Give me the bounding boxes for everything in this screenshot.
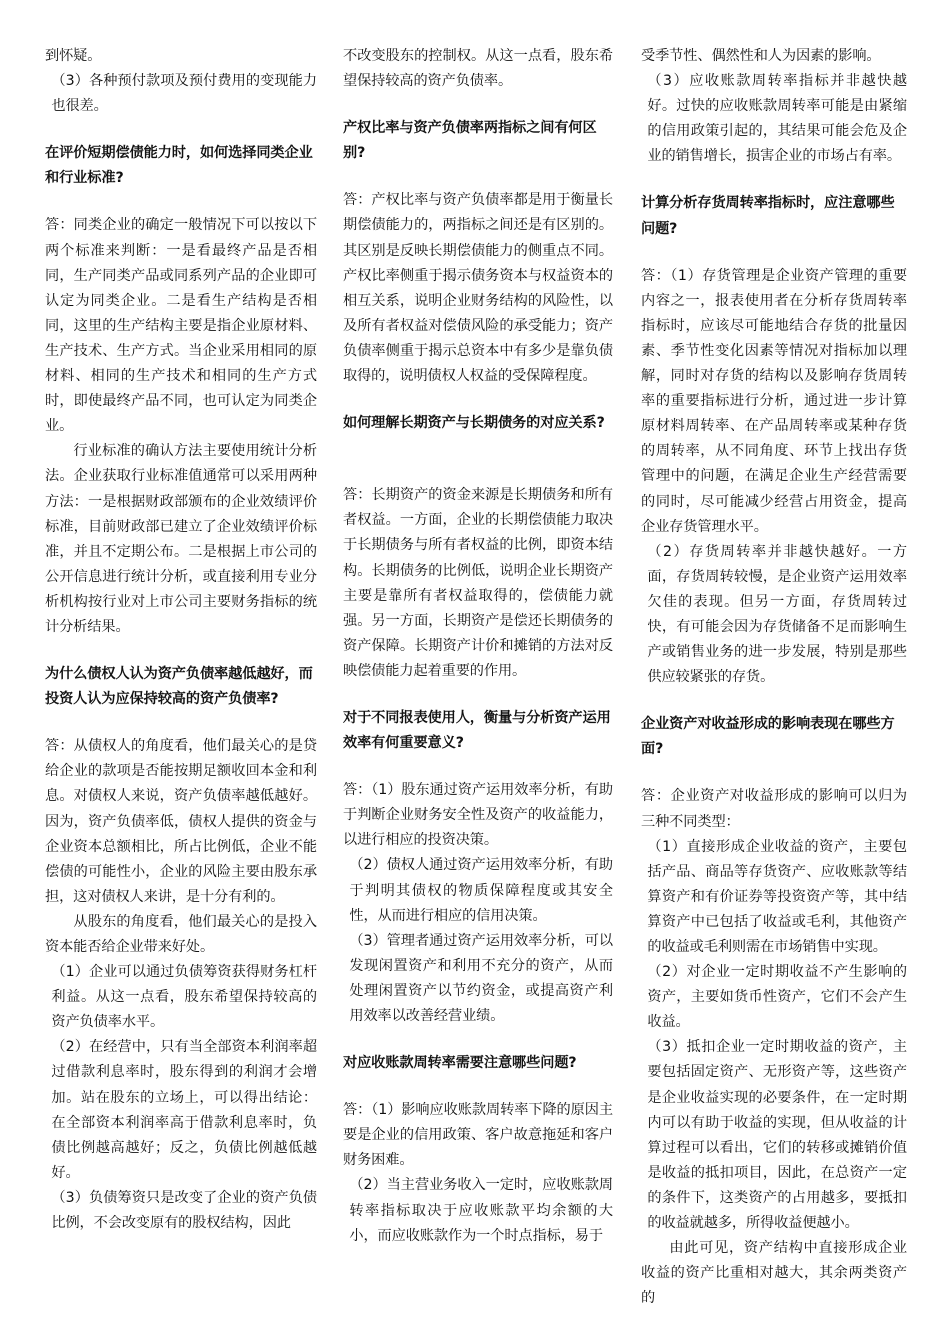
- answer-paragraph: 答：（1）影响应收账款周转率下降的原因主要是企业的信用政策、客户故意拖延和客户财务困难。: [343, 1102, 613, 1169]
- question-heading: 为什么债权人认为资产负债率越低越好，而投资人认为应保持较高的资产负债率?: [45, 666, 313, 708]
- column-3: [641, 44, 907, 1311]
- question-heading: 计算分析存货周转率指标时，应注意哪些问题?: [641, 195, 895, 237]
- list-item: （3）抵扣企业一定时期收益的资产，主要包括固定资产、无形资产等，这些资产是企业收益实现的必要条件，在一定时期内可以有助于收益的实现，但从收益的计算过程可以看出，它们的转移或摊销价值是收益的抵扣项目，因此，在总资产一定的条件下，这类资产的占用越多，要抵扣的收益就越多，所得收益便越小。: [647, 1039, 907, 1232]
- question-heading: 对应收账款周转率需要注意哪些问题?: [343, 1055, 577, 1072]
- list-item: （2）当主营业务收入一定时，应收账款周转率指标取决于应收账款平均余额的大小，而应收账款作为一个时点指标，易于: [349, 1177, 613, 1244]
- answer-paragraph: 答：同类企业的确定一般情况下可以按以下两个标准来判断：一是看最终产品是否相同，生产同类产品或同系列产品的企业即可认定为同类企业。二是看生产结构是否相同，这里的生产结构主要是指企业原材料、生产技术、生产方式。当企业采用相同的原材料、相同的生产技术和相同的生产方式时，即使最终产品不同，也可认定为同类企业。: [45, 217, 317, 435]
- answer-paragraph: 答：产权比率与资产负债率都是用于衡量长期偿债能力的，两指标之间还是有区别的。其区别是反映长期偿债能力的侧重点不同。产权比率侧重于揭示债务资本与权益资本的相互关系，说明企业财务结构的风险性，以及所有者权益对偿债风险的承受能力；资产负债率侧重于揭示总资本中有多少是靠负债取得的，说明债权人权益的受保障程度。: [343, 192, 613, 385]
- answer-paragraph: 答：企业资产对收益形成的影响可以归为三种不同类型：: [641, 788, 907, 830]
- answer-paragraph: 答：（1）股东通过资产运用效率分析，有助于判断企业财务安全性及资产的收益能力，以进行相应的投资决策。: [343, 782, 613, 849]
- list-item: （3）应收账款周转率指标并非越快越好。过快的应收账款周转率可能是由紧缩的信用政策引起的，其结果可能会危及企业的销售增长，损害企业的市场占有率。: [647, 73, 907, 165]
- paragraph: 由此可见，资产结构中直接形成企业收益的资产比重相对越大，其余两类资产的: [641, 1240, 907, 1307]
- question-heading: 如何理解长期资产与长期债务的对应关系?: [343, 415, 605, 432]
- list-item: （3）各种预付款项及预付费用的变现能力也很差。: [51, 73, 317, 115]
- list-item: （2）债权人通过资产运用效率分析，有助于判明其债权的物质保障程度或其安全性，从而进行相应的信用决策。: [349, 857, 613, 924]
- question-heading: 在评价短期偿债能力时，如何选择同类企业和行业标准?: [45, 145, 313, 187]
- list-item: （3）管理者通过资产运用效率分析，可以发现闲置资产和利用不充分的资产，从而处理闲置资产以节约资金，或提高资产利用效率以改善经营业绩。: [349, 932, 613, 1024]
- list-item: （2）存货周转率并非越快越好。一方面，存货周转较慢，是企业资产运用效率欠佳的表现。但另一方面，存货周转过快，有可能会因为存货储备不足而影响生产或销售业务的进一步发展，特别是那些供应较紧张的存货。: [647, 543, 907, 686]
- list-item: （2）对企业一定时期收益不产生影响的资产，主要如货币性资产，它们不会产生收益。: [647, 964, 907, 1031]
- list-item: （3）负债筹资只是改变了企业的资产负债比例，不会改变原有的股权结构，因此: [51, 1189, 317, 1232]
- answer-paragraph: 答：从债权人的角度看，他们最关心的是贷给企业的款项是否能按期足额收回本金和利息。对债权人来说，资产负债率越低越好。因为，资产负债率低，债权人提供的资金与企业资本总额相比，所占比例低，企业不能偿债的可能性小，企业的风险主要由股东承担，这对债权人来讲，是十分有利的。: [45, 738, 317, 905]
- column-2: [343, 44, 613, 1249]
- column-1: [45, 44, 317, 1236]
- answer-paragraph: 答：长期资产的资金来源是长期债务和所有者权益。一方面，企业的长期偿债能力取决于长期债务与所有者权益的比例，即资本结构。长期债务的比例低，说明企业长期资产主要是靠所有者权益取得的，偿债能力就强。另一方面，长期资产是偿还长期债务的资产保障。长期资产计价和摊销的方法对反映偿债能力起着重要的作用。: [343, 487, 613, 679]
- list-item: （1）企业可以通过负债筹资获得财务杠杆利益。从这一点看，股东希望保持较高的资产负债率水平。: [51, 964, 317, 1031]
- paragraph: 受季节性、偶然性和人为因素的影响。: [641, 48, 881, 64]
- paragraph: 从股东的角度看，他们最关心的是投入资本能否给企业带来好处。: [45, 913, 317, 955]
- paragraph: 不改变股东的控制权。从这一点看，股东希望保持较高的资产负债率。: [343, 48, 613, 90]
- question-heading: 企业资产对收益形成的影响表现在哪些方面?: [641, 716, 895, 758]
- answer-paragraph: 答：（1）存货管理是企业资产管理的重要内容之一，报表使用者在分析存货周转率指标时，应该尽可能地结合存货的批量因素、季节性变化因素等情况对指标加以理解，同时对存货的结构以及影响存货周转率的重要指标进行分析，通过进一步计算原材料周转率、在产品周转率或某种存货的周转率，从不同角度、环节上找出存货管理中的问题，在满足企业生产经营需要的同时，尽可能减少经营占用资金，提高企业存货管理水平。: [641, 267, 907, 535]
- paragraph: 行业标准的确认方法主要使用统计分析法。企业获取行业标准值通常可以采用两种方法：一是根据财政部颁布的企业效绩评价标准，目前财政部已建立了企业效绩评价标准，并且不定期公布。二是根据上市公司的公开信息进行统计分析，或直接利用专业分析机构按行业对上市公司主要财务指标的统计分析结果。: [45, 443, 317, 635]
- list-item: （2）在经营中，只有当全部资本利润率超过借款利息率时，股东得到的利润才会增加。站在股东的立场上，可以得出结论：在全部资本利润率高于借款利息率时，负债比例越高越好；反之，负债比例越低越好。: [51, 1039, 317, 1181]
- paragraph: 到怀疑。: [45, 48, 102, 64]
- question-heading: 对于不同报表使用人，衡量与分析资产运用效率有何重要意义?: [343, 709, 611, 752]
- list-item: （1）直接形成企业收益的资产，主要包括产品、商品等存货资产、应收账款等结算资产和有价证券等投资资产等，其中结算资产中已包括了收益或毛利，其他资产的收益或毛利则需在市场销售中实现。: [647, 838, 907, 955]
- question-heading: 产权比率与资产负债率两指标之间有何区别?: [343, 120, 597, 162]
